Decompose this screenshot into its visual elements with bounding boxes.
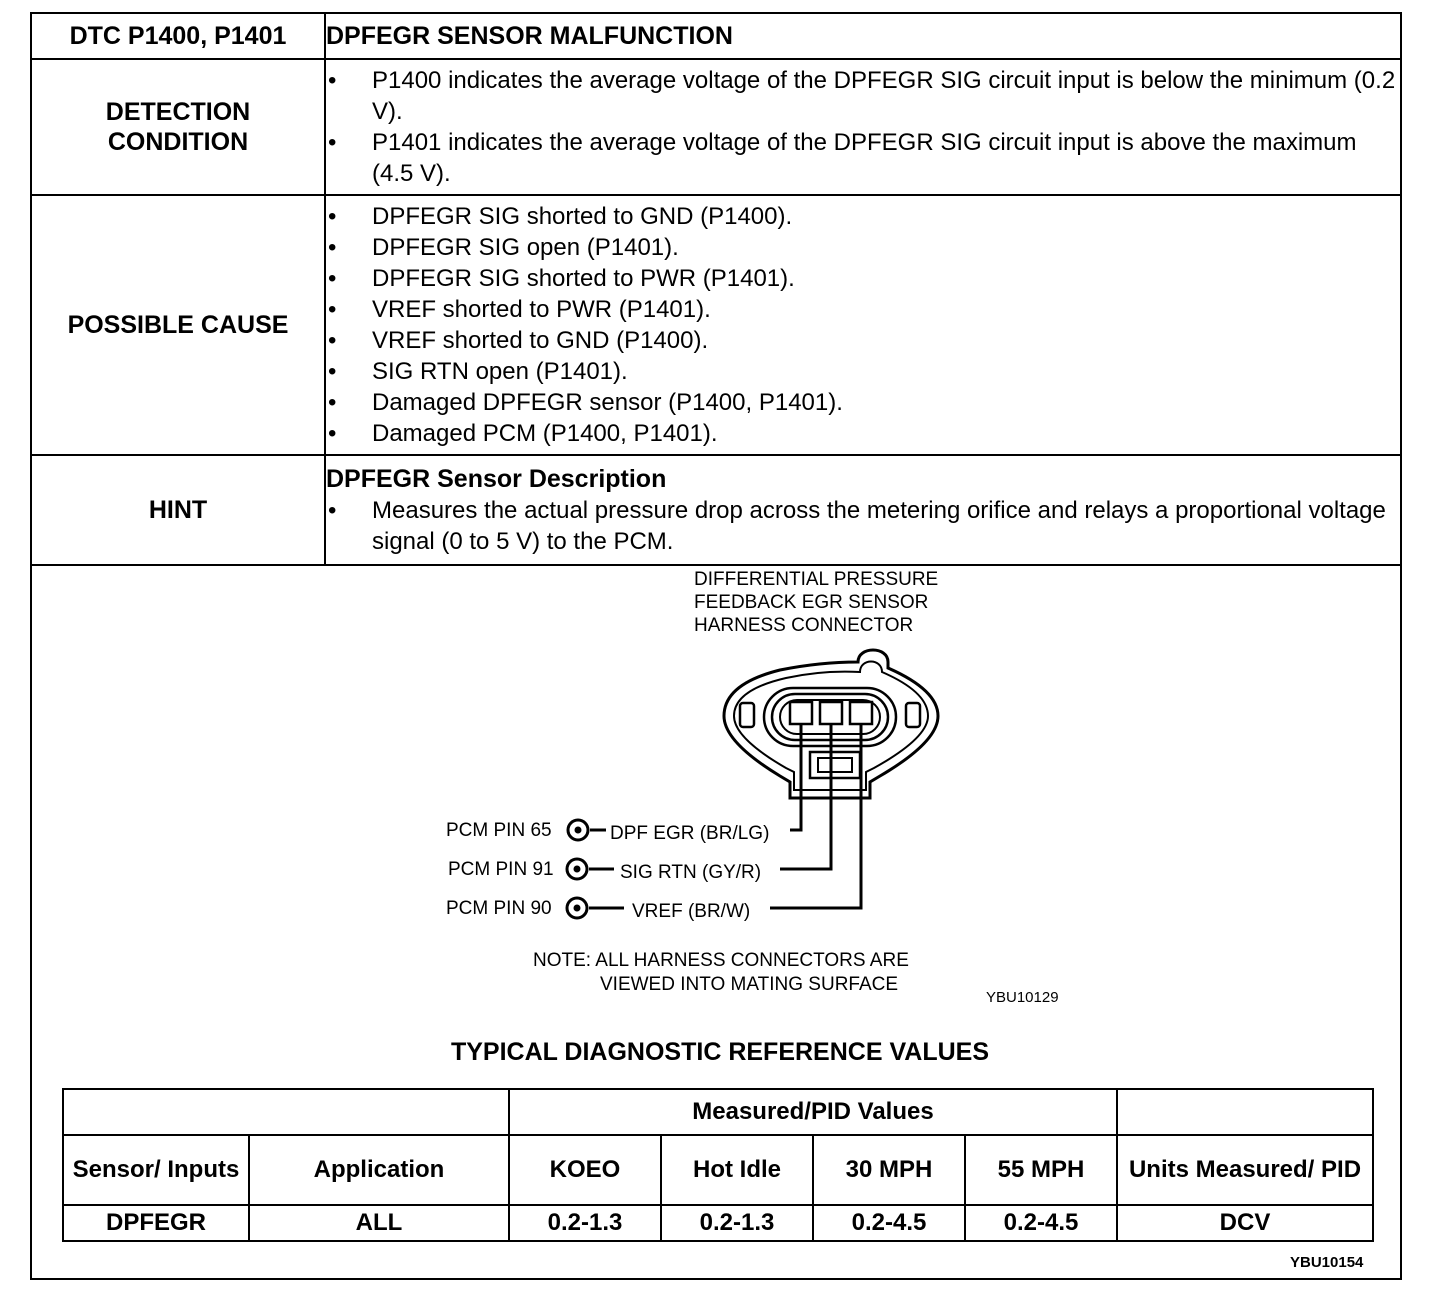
hint-title: DPFEGR Sensor Description [326, 464, 667, 493]
hint-label: HINT [31, 455, 325, 565]
pcm-pin-90-label: PCM PIN 90 [446, 898, 552, 919]
note-line1: NOTE: ALL HARNESS CONNECTORS ARE [533, 950, 909, 971]
diagram-title-line2: FEEDBACK EGR SENSOR [694, 592, 929, 613]
list-item: • Measures the actual pressure drop across the metering orifice and relays a proportional voltage signal (0 to 5 V) to the PCM. [326, 495, 1400, 557]
possible-cause-row [31, 195, 1401, 455]
list-item: • Damaged PCM (P1400, P1401). [326, 418, 1400, 449]
diagram-title-line3: HARNESS CONNECTOR [694, 615, 914, 636]
col-koeo: KOEO [509, 1135, 661, 1205]
col-hot-idle: Hot Idle [661, 1135, 813, 1205]
detection-content [325, 59, 1401, 195]
dtc-code-cell: DTC P1400, P1401 [31, 13, 325, 59]
cell-units: DCV [1117, 1205, 1373, 1241]
reference-group-row [63, 1089, 1373, 1135]
cell-koeo: 0.2-1.3 [509, 1205, 661, 1241]
reference-table [62, 1088, 1374, 1242]
dtc-table [30, 12, 1402, 566]
cell-sensor: DPFEGR [63, 1205, 249, 1241]
reference-code: YBU10154 [1290, 1254, 1364, 1271]
hint-content [325, 455, 1401, 565]
reference-blank-cell [1117, 1089, 1373, 1135]
col-units-measured: Units Measured/ PID [1117, 1135, 1373, 1205]
list-item: • DPFEGR SIG shorted to GND (P1400). [326, 201, 1400, 232]
list-item: • P1401 indicates the average voltage of the DPFEGR SIG circuit input is above the maximum (4.5 V). [326, 127, 1400, 189]
measured-pid-header: Measured/PID Values [509, 1089, 1117, 1135]
reference-blank-cell [63, 1089, 509, 1135]
pcm-pin-65-label: PCM PIN 65 [446, 820, 552, 841]
detection-label-line1: DETECTION [105, 98, 251, 126]
list-item: • VREF shorted to GND (P1400). [326, 325, 1400, 356]
note-line2: VIEWED INTO MATING SURFACE [600, 974, 899, 995]
reference-header-row [63, 1135, 1373, 1205]
col-30-mph: 30 MPH [813, 1135, 965, 1205]
detection-row [31, 59, 1401, 195]
hint-row [31, 455, 1401, 565]
vref-wire-label: VREF (BR/W) [632, 901, 751, 922]
col-application: Application [249, 1135, 509, 1205]
detection-list [326, 65, 1400, 189]
pcm-pin-91-label: PCM PIN 91 [448, 859, 554, 880]
sig-rtn-wire-label: SIG RTN (GY/R) [620, 862, 762, 883]
detection-label [31, 59, 325, 195]
cell-hot-idle: 0.2-1.3 [661, 1205, 813, 1241]
list-item: • Damaged DPFEGR sensor (P1400, P1401). [326, 387, 1400, 418]
diagram-title-line1: DIFFERENTIAL PRESSURE [694, 569, 939, 590]
list-item: • P1400 indicates the average voltage of the DPFEGR SIG circuit input is below the minimum (0.2 V). [326, 65, 1400, 127]
col-55-mph: 55 MPH [965, 1135, 1117, 1205]
reference-title: TYPICAL DIAGNOSTIC REFERENCE VALUES [450, 1038, 989, 1066]
possible-cause-label: POSSIBLE CAUSE [31, 195, 325, 455]
dpf-egr-wire-label: DPF EGR (BR/LG) [610, 823, 770, 844]
possible-cause-content [325, 195, 1401, 455]
cell-55-mph: 0.2-4.5 [965, 1205, 1117, 1241]
list-item: • SIG RTN open (P1401). [326, 356, 1400, 387]
cell-application: ALL [249, 1205, 509, 1241]
col-sensor-inputs: Sensor/ Inputs [63, 1135, 249, 1205]
header-row [31, 13, 1401, 59]
hint-list [326, 495, 1400, 557]
possible-cause-list [326, 201, 1400, 449]
list-item: • DPFEGR SIG open (P1401). [326, 232, 1400, 263]
table-row [63, 1205, 1373, 1241]
detection-label-line2: CONDITION [107, 128, 249, 156]
diagram-code: YBU10129 [986, 989, 1059, 1006]
dtc-title-cell: DPFEGR SENSOR MALFUNCTION [325, 13, 1401, 59]
list-item: • VREF shorted to PWR (P1401). [326, 294, 1400, 325]
list-item: • DPFEGR SIG shorted to PWR (P1401). [326, 263, 1400, 294]
cell-30-mph: 0.2-4.5 [813, 1205, 965, 1241]
